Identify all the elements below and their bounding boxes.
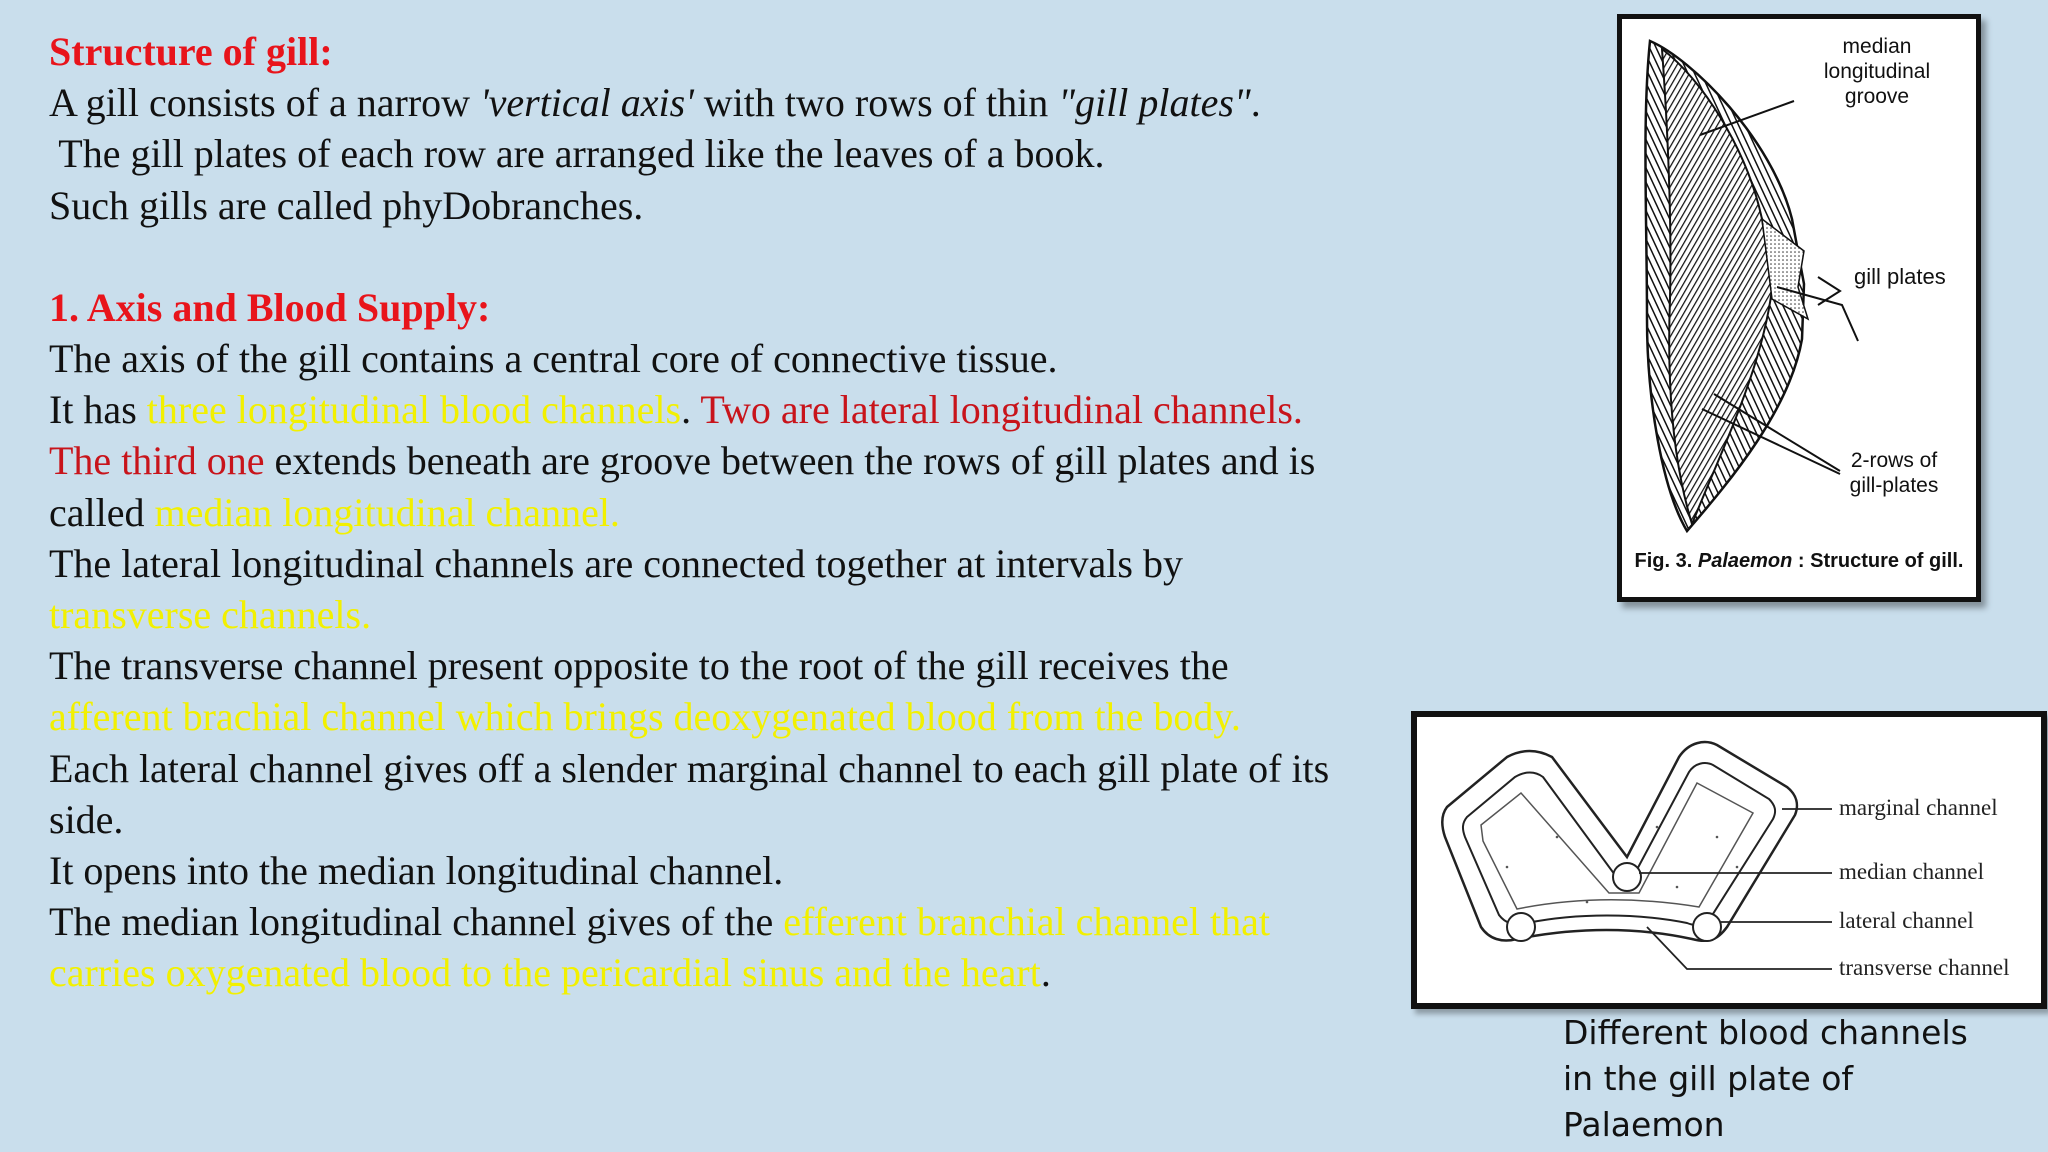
text-span: The median longitudinal channel gives of the: [49, 899, 784, 945]
structure-paragraph-1: [49, 77, 1349, 128]
axis-paragraph-4: [49, 538, 1349, 640]
text-span: It has: [49, 387, 147, 433]
dot: [1736, 866, 1739, 869]
gill-plates-term: "gill plates": [1058, 80, 1251, 126]
structure-paragraph-3: Such gills are called phyDobranches.: [49, 182, 644, 228]
vertical-axis-term: 'vertical axis': [480, 80, 694, 126]
red-lateral-channels: Two are lateral longitudinal channels.: [700, 387, 1303, 433]
dot: [1506, 866, 1509, 869]
dot: [1556, 836, 1559, 839]
caption-prefix: Fig. 3.: [1634, 550, 1698, 572]
caption-suffix: : Structure of gill.: [1792, 550, 1964, 572]
structure-paragraph-2: The gill plates of each row are arranged like the leaves of a book.: [49, 131, 1105, 177]
transverse-channel-label: transverse channel: [1839, 955, 2010, 980]
gill-plates-label: gill plates: [1854, 264, 1946, 289]
gill-plate-outer: [1442, 742, 1797, 941]
axis-paragraph-6: Each lateral channel gives off a slender marginal channel to each gill plate of its side.: [49, 745, 1330, 842]
axis-paragraph-1: The axis of the gill contains a central core of connective tissue.: [49, 336, 1058, 382]
text-span: .: [1040, 950, 1051, 996]
lateral-channel-label: lateral channel: [1839, 908, 1974, 933]
highlight-three-channels: three longitudinal blood channels: [146, 387, 682, 433]
median-channel-label: median channel: [1839, 859, 1984, 884]
highlight-transverse-channels: transverse channels.: [49, 592, 372, 638]
dot: [1716, 836, 1719, 839]
marginal-channel-label: marginal channel: [1839, 795, 1998, 820]
red-third-one: The third one: [49, 438, 265, 484]
text-span: .: [681, 387, 701, 433]
axis-paragraph-3: [49, 435, 1349, 537]
median-label-line2: longitudinal: [1823, 60, 1931, 83]
dot: [1676, 886, 1679, 889]
gill-structure-figure: [1617, 14, 1981, 602]
lateral-channel-left: [1507, 913, 1535, 941]
axis-paragraph-2: [49, 384, 1349, 435]
highlight-afferent-channel: afferent brachial channel which brings deoxygenated blood from the body.: [49, 694, 1241, 740]
inner-gill-row: [1662, 49, 1772, 524]
figure1-caption: [1628, 549, 1970, 573]
lateral-channel-right: [1693, 913, 1721, 941]
text-span: The transverse channel present opposite to the root of the gill receives the: [49, 643, 1229, 689]
text-span: A gill consists of a narrow: [49, 80, 481, 126]
axis-paragraph-7: It opens into the median longitudinal channel.: [49, 848, 784, 894]
gill-structure-diagram: [1622, 19, 1976, 597]
highlight-efferent-channel: efferent branchial channel that carries oxygenated blood to the pericardial sinus and the heart: [49, 899, 1271, 996]
text-span: with two rows of thin: [693, 80, 1059, 126]
structure-heading: Structure of gill:: [49, 29, 333, 74]
text-span: .: [1250, 80, 1261, 126]
dot: [1586, 901, 1589, 904]
median-label-line1: median: [1842, 35, 1912, 58]
median-channel-circle: [1613, 863, 1641, 891]
axis-paragraph-8: [49, 896, 1349, 998]
main-text: [49, 26, 1349, 999]
axis-heading: 1. Axis and Blood Supply:: [49, 284, 491, 330]
axis-paragraph-5: [49, 640, 1349, 742]
median-label-line3: groove: [1844, 85, 1910, 108]
caption-species: Palaemon: [1697, 550, 1793, 572]
spacer: [49, 231, 1349, 282]
rows-label-line1: 2-rows of: [1850, 449, 1938, 472]
blood-channels-figure: [1411, 711, 2047, 1009]
rows-label-line2: gill-plates: [1849, 474, 1939, 497]
text-span: extends beneath are groove between the rows of gill plates and is called: [49, 438, 1316, 535]
figure2-caption: Different blood channels in the gill plate of Palaemon: [1563, 1013, 1968, 1144]
text-span: The lateral longitudinal channels are connected together at intervals by: [49, 540, 1183, 586]
blood-channels-diagram: [1417, 717, 2041, 1003]
dot: [1656, 826, 1659, 829]
highlight-median-channel: median longitudinal channel.: [154, 489, 620, 535]
